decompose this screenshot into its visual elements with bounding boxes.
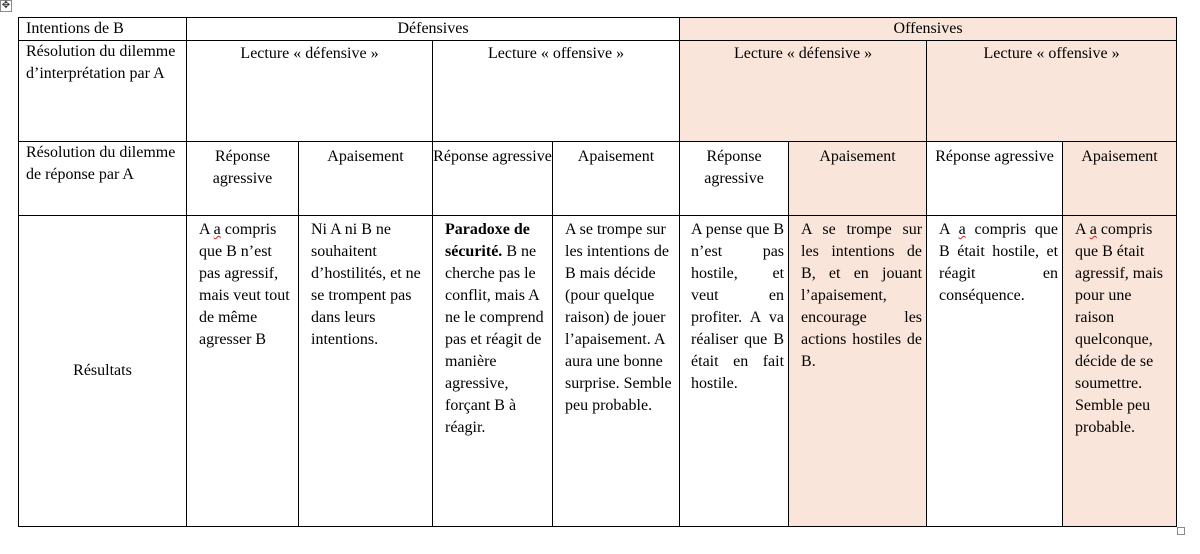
off-reading-defensive: Lecture « défensive » <box>680 41 927 142</box>
response-aggressive-4: Réponse agressive <box>927 142 1063 216</box>
result-def-off-appeasement: A se trompe sur les intentions de B mais décide (pour quelque raison) de jouer l’apaisement. A aura une bonne surprise. Semble peu probable. <box>553 216 680 527</box>
intentions-row <box>19 18 1177 41</box>
results-label: Résultats <box>19 216 187 527</box>
result-off-off-appeasement: A a compris que B était agressif, mais pour une raison quelconque, décide de se soumettre. Semble peu probable. <box>1063 216 1177 527</box>
security-paradox-title: Paradoxe de sécurité. <box>445 221 530 260</box>
def-reading-offensive: Lecture « offensive » <box>433 41 680 142</box>
strategy-table <box>18 17 1177 527</box>
response-label: Résolution du dilemme de réponse par A <box>19 142 187 216</box>
off-reading-offensive: Lecture « offensive » <box>927 41 1177 142</box>
spell-mark: a <box>213 221 221 238</box>
result-def-def-aggressive: A a compris que B n’est pas agressif, mais veut tout de même agresser B <box>187 216 299 527</box>
result-off-def-aggressive: A pense que B n’est pas hostile, et veut en profiter. A va réaliser que B était en fait hostile. <box>680 216 789 527</box>
response-aggressive-1: Réponse agressive <box>187 142 299 216</box>
offensive-header: Offensives <box>680 18 1177 41</box>
defensive-header: Défensives <box>187 18 680 41</box>
result-text: B ne cherche pas le conflit, mais A ne le comprend pas et réagit de manière agressive, forçant B à réagir. <box>445 243 544 436</box>
intentions-label: Intentions de B <box>19 18 187 41</box>
results-row <box>19 216 1177 527</box>
response-aggressive-2: Réponse agressive <box>433 142 553 216</box>
response-aggressive-3: Réponse agressive <box>680 142 789 216</box>
result-text: compris que B était agressif, mais pour une raison quelconque, décide de se soumettre. Semble peu probable. <box>1075 221 1164 436</box>
response-row <box>19 142 1177 216</box>
spell-mark: a <box>958 221 966 238</box>
result-off-def-appeasement: A se trompe sur les intentions de B, et en jouant l’apaisement, encourage les actions hostiles de B. <box>789 216 927 527</box>
spell-mark: a <box>1089 221 1097 238</box>
interpretation-label: Résolution du dilemme d’interprétation par A <box>19 41 187 142</box>
result-def-def-appeasement: Ni A ni B ne souhaitent d’hostilités, et ne se trompent pas dans leurs intentions. <box>299 216 433 527</box>
def-reading-defensive: Lecture « défensive » <box>187 41 433 142</box>
result-def-off-aggressive <box>433 216 553 527</box>
result-off-off-aggressive: A a compris que B était hostile, et réagit en conséquence. <box>927 216 1063 527</box>
result-text: compris que B n’est pas agressif, mais veut tout de même agresser B <box>199 221 290 348</box>
result-text: compris que B était hostile, et réagit en conséquence. <box>939 221 1059 304</box>
appeasement-3: Apaisement <box>789 142 927 216</box>
table-resize-handle[interactable] <box>1177 527 1185 535</box>
appeasement-1: Apaisement <box>299 142 433 216</box>
appeasement-4: Apaisement <box>1063 142 1177 216</box>
appeasement-2: Apaisement <box>553 142 680 216</box>
table-move-handle[interactable]: ✥ <box>1 0 11 11</box>
interpretation-row <box>19 41 1177 142</box>
